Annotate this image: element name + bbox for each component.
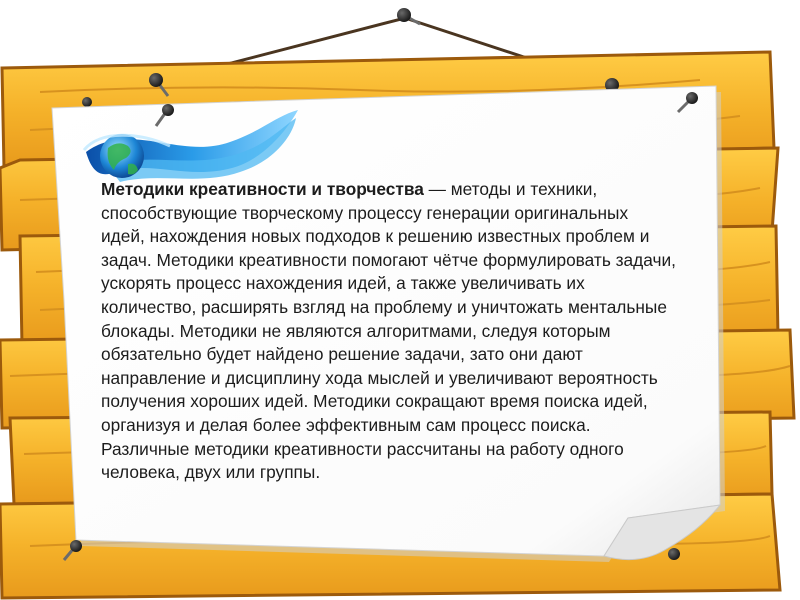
pin-icon <box>397 8 420 24</box>
slide-body-text <box>101 178 676 485</box>
slide-description: — методы и техники, способствующие творческому процессу генерации оригинальных идей, нахождения новых подходов к решению известных проблем и задач. Методики креативности помогают чётче формулировать задачи, ускорять процесс нахождения идей, а также увеличивать их количество, расширять взгляд на проблему и уничтожать ментальные блокады. Методики не являются алгоритмами, следуя которым обязательно будет найдено решение задачи, зато они дают направление и дисциплину хода мыслей и увеличивают вероятность получения хороших идей. Методики сокращают время поиска идей, организуя и делая более эффективным сам процесс поиска. Различные методики креативности рассчитаны на работу одного человека, двух или группы. <box>101 179 676 483</box>
slide-heading: Методики креативности и творчества <box>101 179 424 199</box>
pin-icon <box>668 548 680 560</box>
pin-icon <box>82 97 92 107</box>
